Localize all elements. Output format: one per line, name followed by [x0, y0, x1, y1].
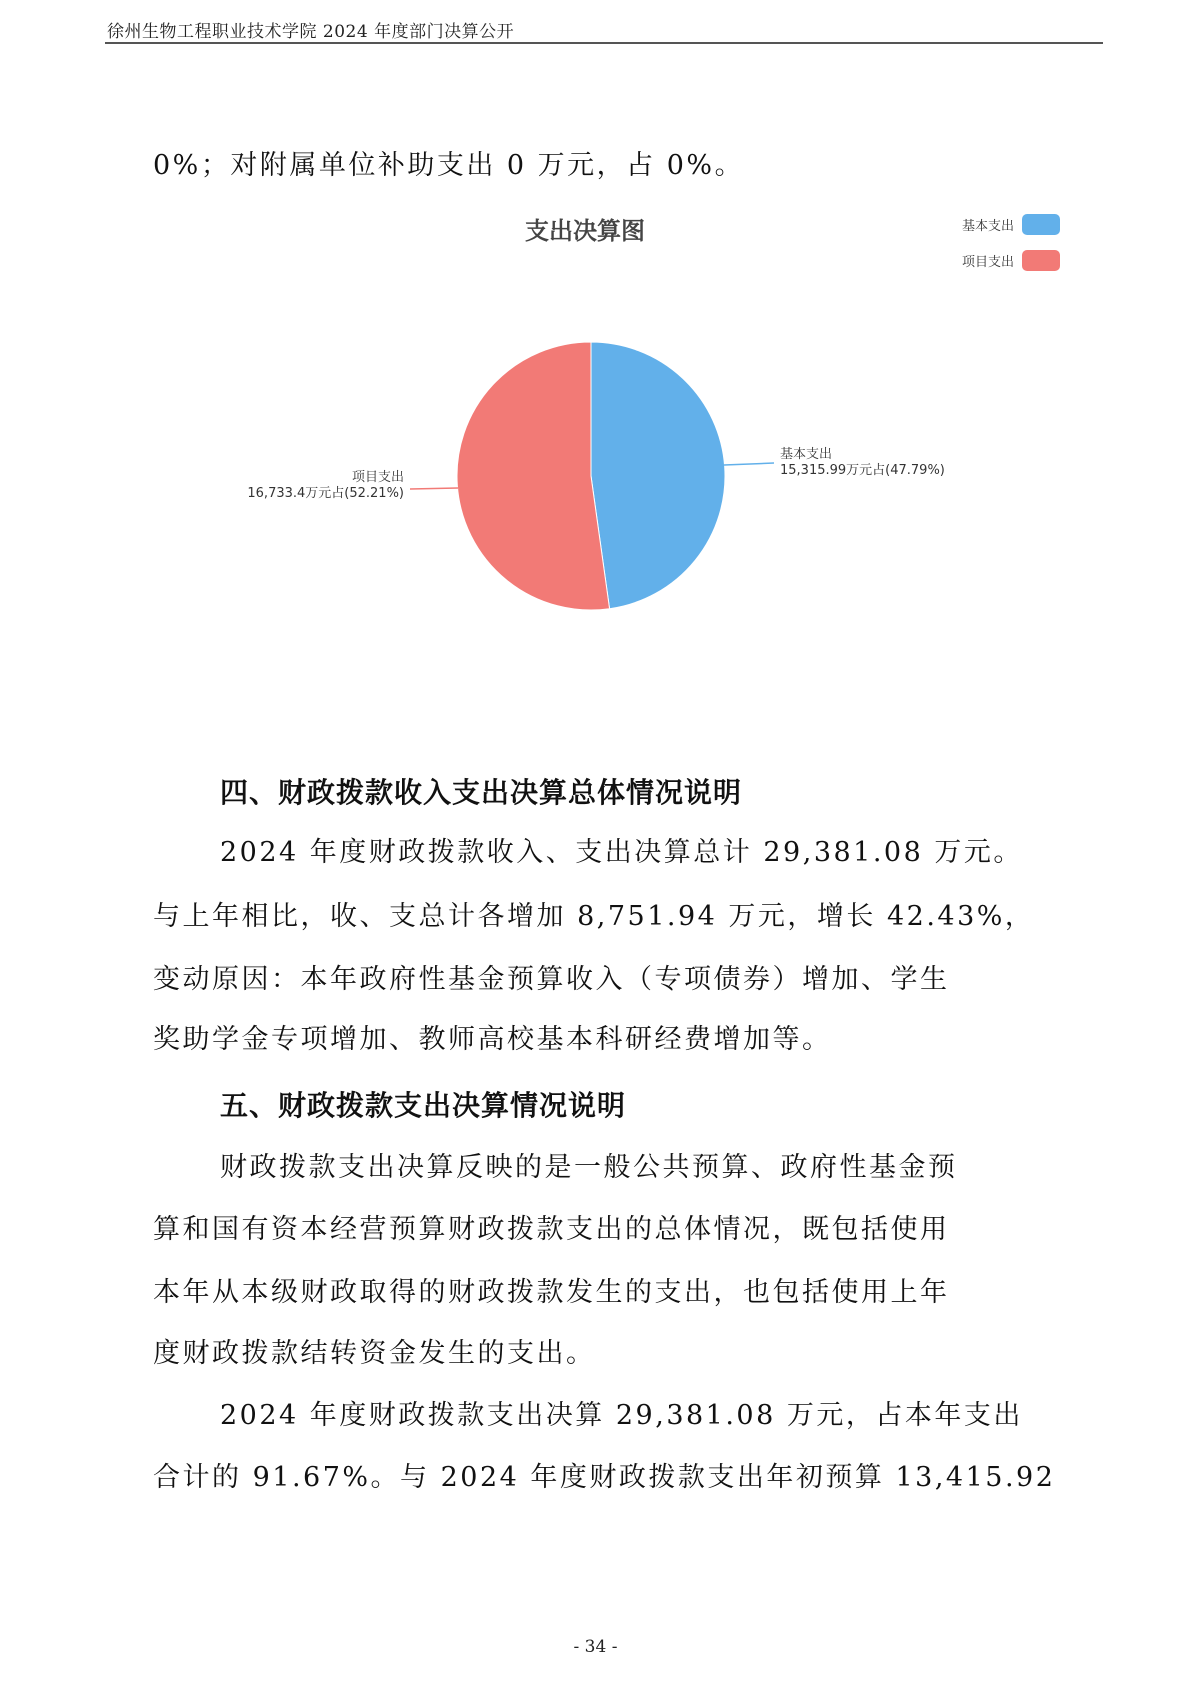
- paragraph-line: 算和国有资本经营预算财政拨款支出的总体情况，既包括使用: [153, 1214, 950, 1245]
- pie-label-basic: [780, 447, 945, 479]
- paragraph-line: 2024 年度财政拨款收入、支出决算总计 29,381.08 万元。: [220, 837, 1023, 868]
- pie-label-name: 基本支出: [780, 447, 833, 462]
- paragraph-line: 度财政拨款结转资金发生的支出。: [153, 1338, 596, 1369]
- section-heading-4: 四、财政拨款收入支出决算总体情况说明: [220, 776, 743, 809]
- paragraph-line: 2024 年度财政拨款支出决算 29,381.08 万元，占本年支出: [220, 1400, 1023, 1431]
- legend-label: 基本支出: [962, 219, 1015, 234]
- pie-svg: [0, 0, 1191, 700]
- pie-label-project: [247, 470, 404, 502]
- pie-label-name: 项目支出: [351, 470, 404, 485]
- pie-label-value: 16,733.4万元占(52.21%): [247, 486, 404, 501]
- paragraph-line: 变动原因：本年政府性基金预算收入（专项债券）增加、学生: [153, 964, 950, 995]
- paragraph-line: 合计的 91.67%。与 2024 年度财政拨款支出年初预算 13,415.92: [153, 1462, 1056, 1493]
- pie-slice-project[interactable]: [457, 342, 610, 610]
- paragraph-line: 财政拨款支出决算反映的是一般公共预算、政府性基金预: [220, 1152, 958, 1183]
- page-number: - 34 -: [573, 1637, 618, 1657]
- legend-label: 项目支出: [962, 255, 1015, 270]
- pie-slice-basic[interactable]: [591, 342, 725, 609]
- paragraph-line: 本年从本级财政取得的财政拨款发生的支出，也包括使用上年: [153, 1277, 950, 1308]
- section-heading-5: 五、财政拨款支出决算情况说明: [220, 1089, 627, 1122]
- document-header-title: 徐州生物工程职业技术学院 2024 年度部门决算公开: [107, 22, 515, 42]
- paragraph-line: 与上年相比，收、支总计各增加 8,751.94 万元，增长 42.43%，: [153, 901, 1035, 932]
- leader-line-project: [410, 488, 458, 489]
- pie-label-value: 15,315.99万元占(47.79%): [780, 463, 945, 478]
- chart-title: 支出决算图: [525, 217, 645, 245]
- paragraph-line: 奖助学金专项增加、教师高校基本科研经费增加等。: [153, 1024, 832, 1055]
- intro-line: 0%；对附属单位补助支出 0 万元，占 0%。: [153, 150, 745, 181]
- leader-line-basic: [724, 463, 774, 465]
